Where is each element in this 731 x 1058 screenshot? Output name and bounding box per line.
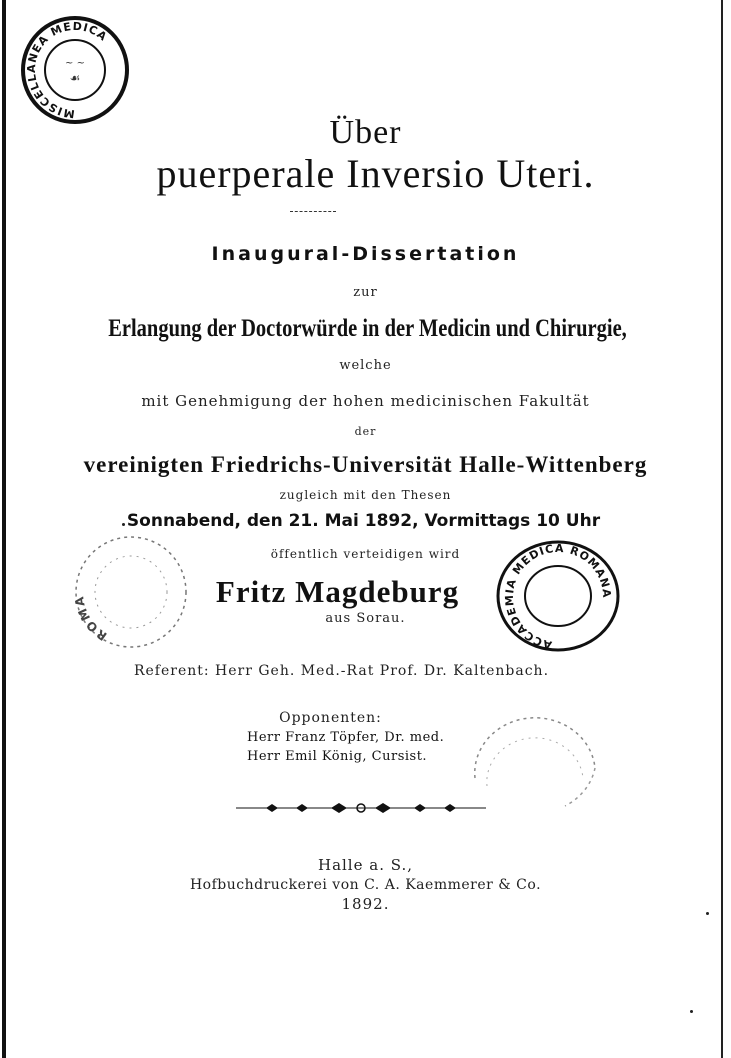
lower-right-stamp-icon	[465, 708, 605, 808]
welche-text: welche	[339, 358, 392, 373]
middle-left-stamp-icon	[70, 532, 192, 650]
ink-speck	[706, 912, 709, 915]
author-name: Fritz Magdeburg	[215, 574, 460, 609]
top-left-stamp-icon	[16, 14, 134, 126]
opponent-2: Herr Emil König, Cursist.	[247, 749, 428, 764]
place-text: Halle a. S.,	[317, 856, 414, 874]
svg-text:~ ~: ~ ~	[65, 58, 85, 69]
ink-speck	[122, 523, 125, 526]
university-name: vereinigten Friedrichs-Universität Halle-Wittenberg	[83, 452, 648, 477]
svg-text:ACCADEMIA MEDICA ROMANA: ACCADEMIA MEDICA ROMANA	[502, 541, 614, 652]
opponent-1: Herr Franz Töpfer, Dr. med.	[247, 730, 445, 745]
approval-text: mit Genehmigung der hohen medicinischen Fakultät	[141, 392, 590, 410]
opponents-heading: Opponenten:	[279, 710, 382, 726]
svg-text:ROMA: ROMA	[71, 593, 110, 644]
title-line-1: Über	[329, 114, 402, 151]
purpose-text: Erlangung der Doctorwürde in der Medicin und Chirurgie,	[108, 315, 627, 342]
dissertation-type: Inaugural-Dissertation	[211, 243, 520, 265]
referent-text: Referent: Herr Geh. Med.-Rat Prof. Dr. Kaltenbach.	[133, 663, 550, 679]
der-text: der	[354, 425, 377, 438]
zur-text: zur	[353, 285, 378, 300]
title-divider	[290, 211, 336, 212]
verteidigen-text: öffentlich verteidigen wird	[270, 547, 461, 561]
origin-text: aus Sorau.	[325, 611, 406, 626]
year-text: 1892.	[341, 895, 390, 913]
title-line-2: puerperale Inversio Uteri.	[156, 151, 595, 196]
svg-text:MISCELLANEA MEDICA: MISCELLANEA MEDICA	[24, 19, 110, 121]
ink-speck	[690, 1010, 693, 1013]
middle-right-stamp-icon	[492, 536, 624, 654]
zugleich-text: zugleich mit den Thesen	[279, 488, 452, 502]
ornamental-divider	[236, 800, 486, 816]
svg-text:☙: ☙	[69, 71, 81, 85]
printer-text: Hofbuchdruckerei von C. A. Kaemmerer & Co.	[189, 877, 542, 893]
defense-date: Sonnabend, den 21. Mai 1892, Vormittags 10 Uhr	[126, 511, 601, 531]
